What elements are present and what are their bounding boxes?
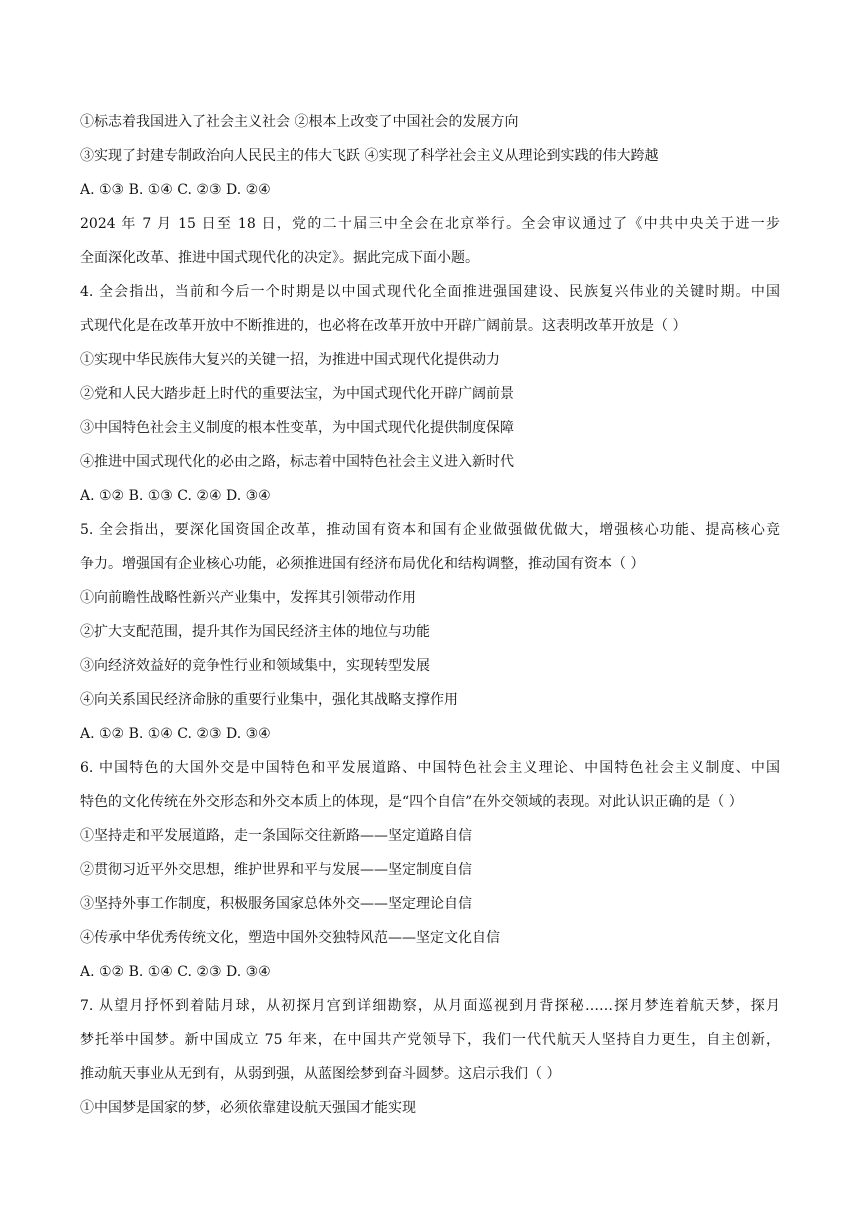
material-intro-line-1: 2024 年 7 月 15 日至 18 日，党的二十届三中全会在北京举行。全会审议通过了《中共中央关于进一步 xyxy=(80,216,780,232)
q5-option-4: ④向关系国民经济命脉的重要行业集中，强化其战略支撑作用 xyxy=(80,692,458,708)
q5-stem-line-2: 争力。增强国有企业核心功能，必须推进国有经济布局优化和结构调整，推动国有资本（ ） xyxy=(80,556,645,572)
q7-stem-line-1: 7. 从望月抒怀到着陆月球，从初探月宫到详细勘察，从月面巡视到月背探秘……探月梦连着航天梦，探月 xyxy=(80,998,780,1014)
q4-option-3: ③中国特色社会主义制度的根本性变革，为中国式现代化提供制度保障 xyxy=(80,420,514,436)
q3-option-line-1: ①标志着我国进入了社会主义社会 ②根本上改变了中国社会的发展方向 xyxy=(80,114,519,130)
q4-stem-line-1: 4. 全会指出，当前和今后一个时期是以中国式现代化全面推进强国建设、民族复兴伟业的关键时期。中国 xyxy=(80,284,780,300)
q6-answer-choices: A. ①② B. ①④ C. ②③ D. ③④ xyxy=(80,964,271,980)
q5-answer-choices: A. ①② B. ①④ C. ②③ D. ③④ xyxy=(80,726,271,742)
q6-option-3: ③坚持外事工作制度，积极服务国家总体外交——坚定理论自信 xyxy=(80,896,472,912)
q6-option-1: ①坚持走和平发展道路，走一条国际交往新路——坚定道路自信 xyxy=(80,828,472,844)
q5-option-2: ②扩大支配范围，提升其作为国民经济主体的地位与功能 xyxy=(80,624,430,640)
q4-option-4: ④推进中国式现代化的必由之路，标志着中国特色社会主义进入新时代 xyxy=(80,454,514,470)
q7-stem-line-2: 梦托举中国梦。新中国成立 75 年来，在中国共产党领导下，我们一代代航天人坚持自力更生，自主创新， xyxy=(80,1032,780,1048)
q5-option-3: ③向经济效益好的竞争性行业和领域集中，实现转型发展 xyxy=(80,658,430,674)
q3-answer-choices: A. ①③ B. ①④ C. ②③ D. ②④ xyxy=(80,182,271,198)
q6-option-2: ②贯彻习近平外交思想，维护世界和平与发展——坚定制度自信 xyxy=(80,862,472,878)
q6-option-4: ④传承中华优秀传统文化，塑造中国外交独特风范——坚定文化自信 xyxy=(80,930,500,946)
q4-option-1: ①实现中华民族伟大复兴的关键一招，为推进中国式现代化提供动力 xyxy=(80,352,500,368)
q6-stem-line-2: 特色的文化传统在外交形态和外交本质上的体现，是“四个自信”在外交领域的表现。对此认识正确的是（ ） xyxy=(80,794,743,810)
q6-stem-line-1: 6. 中国特色的大国外交是中国特色和平发展道路、中国特色社会主义理论、中国特色社会主义制度、中国 xyxy=(80,760,780,776)
q3-option-line-2: ③实现了封建专制政治向人民民主的伟大飞跃 ④实现了科学社会主义从理论到实践的伟大跨越 xyxy=(80,148,659,164)
q5-stem-line-1: 5. 全会指出，要深化国资国企改革，推动国有资本和国有企业做强做优做大，增强核心功能、提高核心竞 xyxy=(80,522,780,538)
q4-stem-line-2: 式现代化是在改革开放中不断推进的，也必将在改革开放中开辟广阔前景。这表明改革开放是（ ） xyxy=(80,318,687,334)
q5-option-1: ①向前瞻性战略性新兴产业集中，发挥其引领带动作用 xyxy=(80,590,416,606)
q7-option-1: ①中国梦是国家的梦，必须依靠建设航天强国才能实现 xyxy=(80,1100,416,1116)
material-intro-line-2: 全面深化改革、推进中国式现代化的决定》。据此完成下面小题。 xyxy=(80,250,479,266)
q7-stem-line-3: 推动航天事业从无到有，从弱到强，从蓝图绘梦到奋斗圆梦。这启示我们（ ） xyxy=(80,1066,561,1082)
q4-answer-choices: A. ①② B. ①③ C. ②④ D. ③④ xyxy=(80,488,271,504)
q4-option-2: ②党和人民大踏步赶上时代的重要法宝，为中国式现代化开辟广阔前景 xyxy=(80,386,514,402)
